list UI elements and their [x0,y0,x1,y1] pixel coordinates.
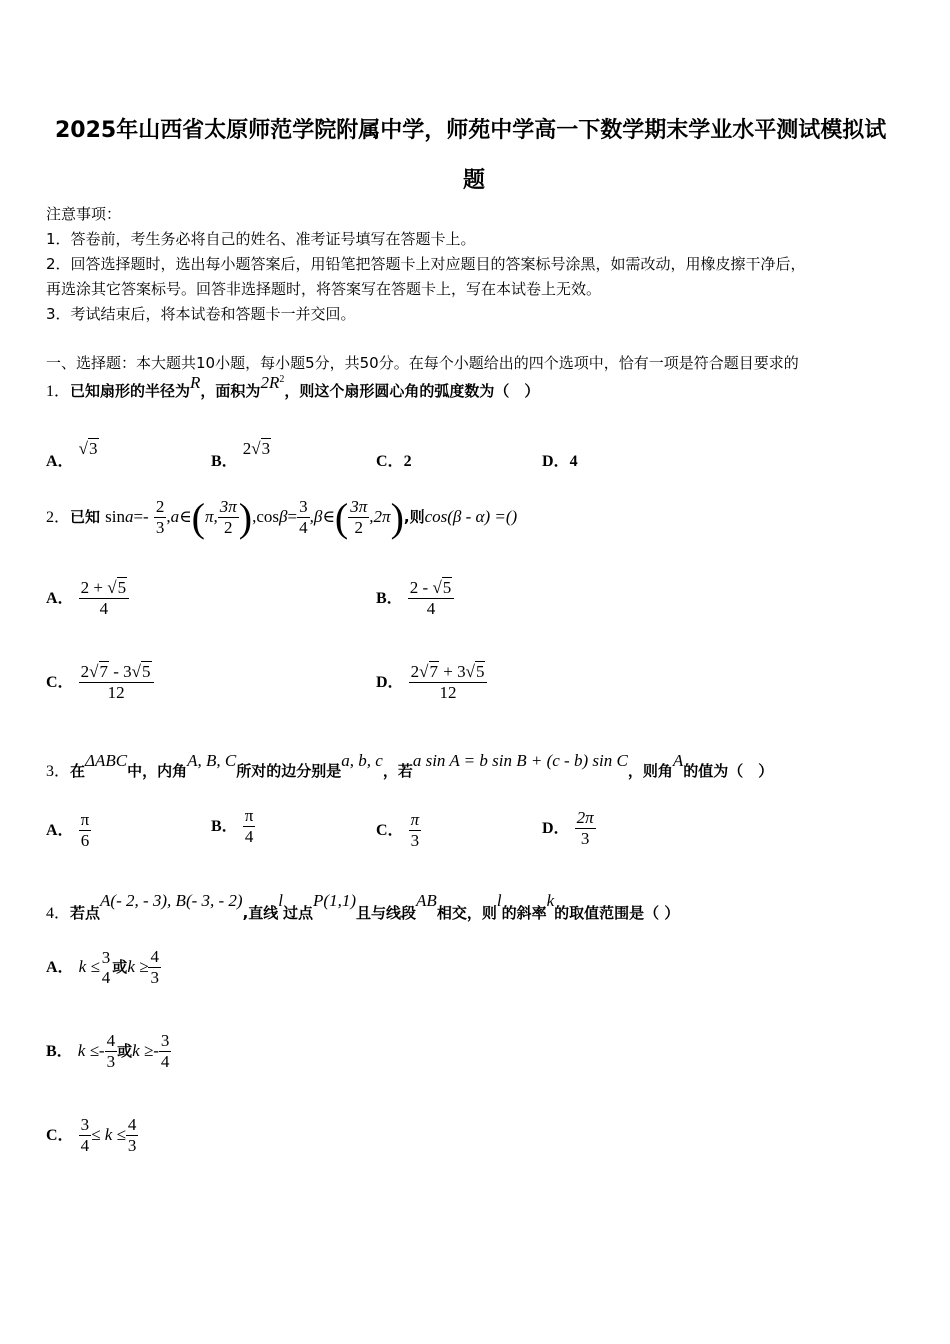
notice-heading: 注意事项： [46,205,122,223]
q2-frac-1 [154,497,167,538]
q1-b-value: 3 [261,439,271,458]
q2-b-label: B． [376,590,403,607]
q4-c-frac-1 [79,1115,92,1156]
q1-text-2: ，面积为 [200,382,261,400]
q3-d-den: 3 [580,829,590,848]
q4-a-n1: 3 [101,947,111,967]
q4-text-5: 相交，则 [436,904,497,922]
q2-frac-4 [348,497,369,538]
q4-a-label: A． [46,959,74,976]
q2-d-n1: 2 [410,662,420,681]
q3-text-1: 在 [70,762,86,780]
q2-option-d[interactable] [376,662,487,703]
q2-c-mid: - 3 [109,662,132,681]
q2-c-r1: 7 [99,662,108,681]
q2-in-1: a∈ [170,507,192,526]
q4-a-d2: 3 [150,968,159,987]
q4-point-p: P(1,1) [313,891,357,910]
q2-option-c[interactable] [46,662,154,703]
q4-c-frac-2 [126,1115,139,1156]
q2-c-label: C． [46,674,74,691]
q3-b-frac [243,806,256,847]
q2-c-r2: 5 [142,662,151,681]
notice-item-1: 1．答卷前，考生务必将自己的姓名、准考证号填写在答题卡上。 [46,230,476,248]
q2-in-2: ,β∈ [309,507,335,526]
q2-twopi: ,2π [369,507,391,526]
q4-b-or: 或 [117,1042,133,1060]
question-3 [46,748,774,780]
q2-frac-1-den: 3 [155,518,165,537]
q4-option-b[interactable] [46,1031,171,1072]
q4-b-k1: k ≤- [77,1041,105,1060]
q1-option-c[interactable] [376,448,412,471]
q4-c-n2: 4 [127,1115,137,1134]
q2-frac-2 [218,497,239,538]
question-4 [46,888,680,922]
q3-c-den: 3 [410,831,420,850]
q3-c-frac [409,810,422,851]
q3-option-c[interactable] [376,810,421,851]
notice-item-2a: 2．回答选择题时，选出每小题答案后，用铅笔把答题卡上对应题目的答案标号涂黑，如需改动，用橡皮擦干净后， [46,255,806,273]
q2-frac-4-den: 2 [354,518,364,537]
q1-option-a[interactable]: A． √3 [46,439,98,470]
q2-d-mid: + 3 [439,662,466,681]
q4-b-k2: k ≥- [132,1041,159,1060]
q4-a-k2: k ≥ [127,957,149,976]
q2-alpha: a [124,507,134,526]
q2-a-frac: $\frac{2 + √5}{4}$ [79,578,129,619]
q3-a-den: 6 [80,831,90,850]
q4-text-3: 过点 [283,904,314,922]
q3-d-frac [575,808,596,849]
q2-cos: ,cos [252,507,280,526]
q2-d-den: 12 [439,683,457,702]
q4-c-d1: 4 [80,1136,90,1155]
q4-option-c[interactable] [46,1115,138,1156]
q2-b-root: 5 [442,578,452,597]
q3-angle-a: A [672,751,684,770]
q3-c-label: C． [376,822,404,839]
q2-c-n1: 2 [80,662,90,681]
q1-d-value: 4 [569,453,578,470]
q2-option-a[interactable] [46,578,129,619]
q2-b-den: 4 [426,599,436,618]
q4-text-6: 的斜率 [501,904,547,922]
q1-b-label: B． [211,453,238,470]
q1-a-label: A． [46,453,74,470]
q4-line-l: l [278,891,284,910]
q4-c-mid: ≤ k ≤ [91,1125,126,1144]
q2-frac-3-den: 4 [299,518,308,537]
q2-a-root: 5 [117,578,127,597]
q2-a-num: 2 + [80,578,108,597]
q3-number: 3． [46,763,71,780]
q2-comma: , [166,507,171,526]
q4-b-label: B． [46,1043,73,1060]
q1-text-1: 已知扇形的半径为 [70,382,191,400]
q2-b-num: 2 - [409,578,433,597]
q4-c-n1: 3 [80,1115,90,1134]
notice-item-3: 3．考试结束后，将本试卷和答题卡一并交回。 [46,305,356,323]
q4-option-a[interactable] [46,947,161,988]
q4-points: A(- 2, - 3), B(- 3, - 2) [100,891,243,910]
q1-number: 1． [46,383,71,400]
q4-c-label: C． [46,1127,74,1144]
q4-b-d2: 4 [160,1052,170,1071]
q4-b-d1: 3 [106,1052,116,1071]
q3-option-a[interactable] [46,810,91,851]
q2-then: ,则 [403,508,425,526]
q2-d-frac: $\frac{2√7 + 3√5}{12}$ [409,662,488,703]
q2-sin: sin [105,507,125,526]
q3-text-4: ，若 [382,762,413,780]
q1-c-value: 2 [403,453,412,470]
page-title-line1: 2025年山西省太原师范学院附属中学，师苑中学高一下数学期末学业水平测试模拟试 [55,118,887,143]
q1-text-3: ，则这个扇形圆心角的弧度数为（ ） [284,382,540,400]
q3-a-frac [79,810,92,851]
q1-d-label: D． [542,453,570,470]
q2-d-label: D． [376,674,404,691]
q4-text-4: 且与线段 [356,904,417,922]
q2-d-r2: 5 [475,662,485,681]
q2-eq: = [287,507,298,526]
q3-d-num: 2π [576,808,594,827]
q4-number: 4． [46,905,71,922]
q4-b-frac-1 [105,1031,118,1072]
q1-area: 2R [260,373,280,392]
q3-b-label: B． [211,818,238,835]
q4-b-n1: 4 [106,1031,116,1050]
q3-b-den: 4 [244,827,254,846]
q2-option-b[interactable] [376,578,454,619]
page-title-line2: 题 [463,168,486,193]
q3-angles: A, B, C [187,751,237,770]
q1-option-d[interactable] [542,448,578,471]
q3-option-b[interactable] [211,806,255,847]
q4-b-frac-2 [159,1031,172,1072]
q4-segment: AB [416,891,437,910]
q1-option-b[interactable]: B． 2√3 [211,439,271,470]
q4-a-frac-1 [100,948,113,988]
q1-c-label: C． [376,453,404,470]
q3-triangle: ΔABC [85,751,128,770]
q4-a-d1: 4 [101,967,111,987]
q2-pi: π, [204,507,218,526]
q2-frac-2-den: 2 [224,518,233,537]
question-1 [46,373,540,401]
q2-frac-2-num: 3π [219,497,237,516]
q3-text-6: 的值为（ ） [683,762,774,780]
q4-line-l-2: l [496,891,502,910]
q3-text-3: 所对的边分别是 [236,762,342,780]
q3-sides: a, b, c [341,751,383,770]
q2-text-1: 已知 [70,508,101,526]
q4-a-k1: k ≤ [78,957,100,976]
q2-c-frac: $\frac{2√7 - 3√5}{12}$ [79,662,154,703]
q2-frac-1-num: 2 [155,497,165,516]
q1-b-coef: 2 [242,439,252,458]
q2-eqminus: =- [133,507,149,526]
q4-text-7: 的取值范围是（ ） [554,904,680,922]
q3-a-num: π [80,810,90,829]
q2-beta: β [279,507,288,526]
q4-b-n2: 3 [160,1031,170,1050]
q4-slope-k: k [546,891,555,910]
q1-radius: R [190,373,201,392]
q4-a-frac-2 [148,947,161,988]
q4-a-n2: 4 [150,947,159,966]
q2-c-den: 12 [107,683,125,702]
q3-text-5: ，则角 [627,762,673,780]
q2-a-label: A． [46,590,74,607]
q2-frac-4-num: 3π [350,497,368,516]
q2-a-den: 4 [99,599,109,618]
q3-d-label: D． [542,820,570,837]
q2-frac-3-num: 3 [299,497,308,516]
q3-a-label: A． [46,822,74,839]
q4-c-d2: 3 [127,1136,137,1155]
q3-equation: a sin A = b sin B + (c - b) sin C [412,751,628,770]
q2-frac-3 [297,497,310,538]
q4-text-2: ,直线 [242,904,279,922]
q3-c-num: π [410,810,420,829]
q3-text-2: 中，内角 [127,762,188,780]
question-2: 2．已知 sina=- $\frac{2}{3}$ ,a∈(π, $\frac{3\pi}{2}$ ),cosβ= $\frac{3}{4}$ ,β∈( $\frac{3\pi}{2}$ ,2π),则cos(β - α) =() [46,495,518,540]
q2-cos-expr: cos(β - α) =() [424,507,518,526]
q4-text-1: 若点 [70,904,101,922]
q1-area-sup: 2 [279,373,285,385]
q2-b-frac: $\frac{2 - √5}{4}$ [408,578,455,619]
q2-number: 2． [46,509,71,526]
q3-b-num: π [244,806,254,825]
notice-item-2b: 再选涂其它答案标号。回答非选择题时，将答案写在答题卡上，写在本试卷上无效。 [46,280,602,298]
q3-option-d[interactable] [542,808,596,849]
q1-a-value: 3 [89,439,98,458]
q4-a-or: 或 [112,958,128,976]
q2-d-r1: 7 [429,662,438,681]
section-heading: 一、选择题：本大题共10小题，每小题5分，共50分。在每个小题给出的四个选项中，恰有一项是符合题目要求的 [46,354,799,372]
